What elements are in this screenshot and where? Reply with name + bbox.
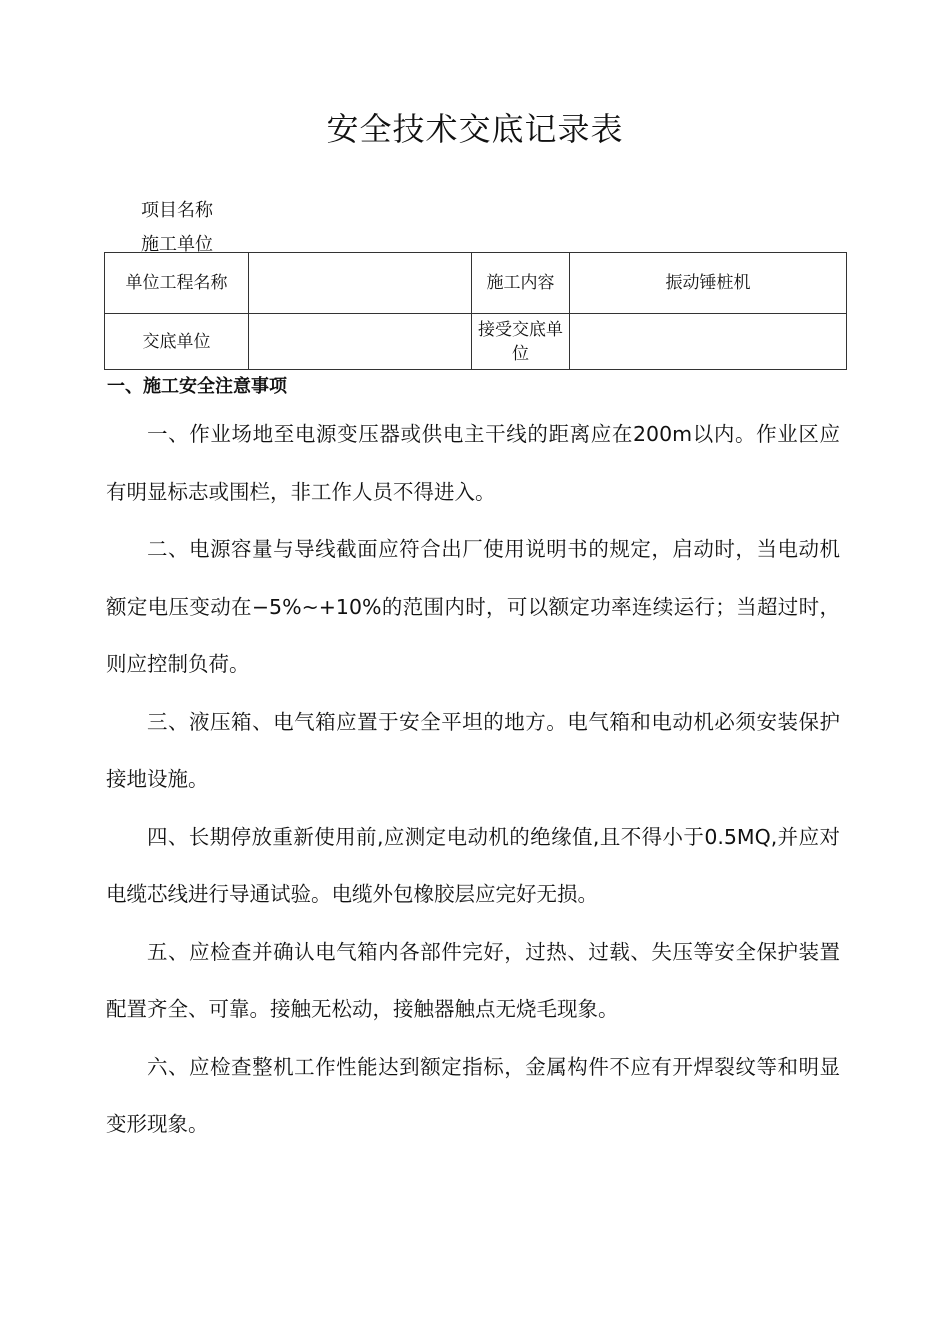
paragraph: 三、液压箱、电气箱应置于安全平坦的地方。电气箱和电动机必须安装保护接地设施。 — [106, 709, 840, 791]
section-heading: 一、施工安全注意事项 — [107, 376, 287, 397]
paragraph: 六、应检查整机工作性能达到额定指标，金属构件不应有开焊裂纹等和明显变形现象。 — [106, 1054, 840, 1136]
paragraph: 二、电源容量与导线截面应符合出厂使用说明书的规定，启动时，当电动机额定电压变动在−5%~+10%的范围内时，可以额定功率连续运行；当超过时，则应控制负荷。 — [106, 537, 840, 676]
receiving-unit-value — [570, 314, 847, 370]
document-title: 安全技术交底记录表 — [326, 110, 624, 148]
construction-content-label: 施工内容 — [472, 253, 570, 314]
section-body — [106, 406, 840, 1154]
paragraph: 五、应检查并确认电气箱内各部件完好，过热、过载、失压等安全保护装置配置齐全、可靠。接触无松动，接触器触点无烧毛现象。 — [106, 939, 840, 1021]
handover-unit-label: 交底单位 — [105, 314, 249, 370]
unit-project-name-label: 单位工程名称 — [105, 253, 249, 314]
handover-unit-value — [249, 314, 472, 370]
paragraph: 四、长期停放重新使用前,应测定电动机的绝缘值,且不得小于0.5MQ,并应对电缆芯线进行导通试验。电缆外包橡胶层应完好无损。 — [106, 824, 840, 906]
table-row — [105, 253, 847, 314]
project-name-label: 项目名称 — [141, 200, 213, 221]
info-table — [104, 252, 847, 370]
construction-unit-label: 施工单位 — [141, 234, 213, 255]
construction-content-value: 振动锤桩机 — [570, 253, 847, 314]
table-row — [105, 314, 847, 370]
receiving-unit-label: 接受交底单位 — [472, 314, 570, 370]
unit-project-name-value — [249, 253, 472, 314]
paragraph: 一、作业场地至电源变压器或供电主干线的距离应在200m以内。作业区应有明显标志或围栏，非工作人员不得进入。 — [106, 422, 840, 504]
